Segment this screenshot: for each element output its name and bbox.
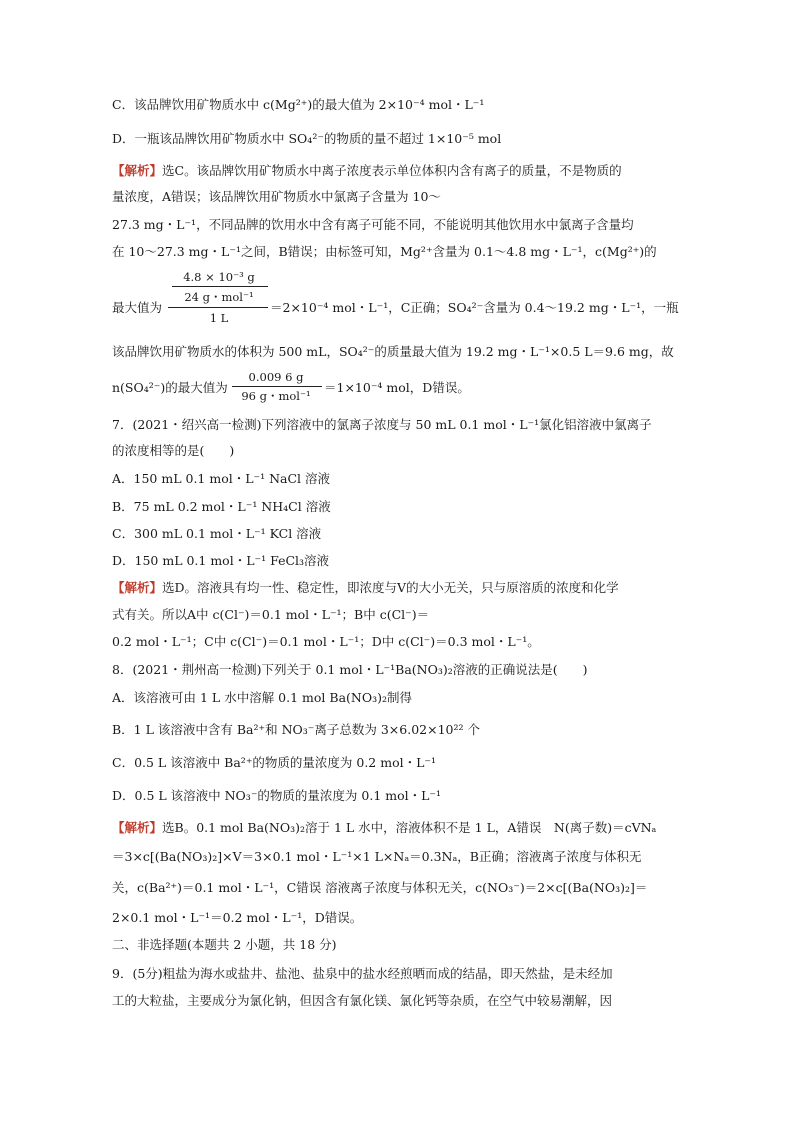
answer8-line4: 2×0.1 mol・L⁻¹＝0.2 mol・L⁻¹，D错误。 — [112, 910, 363, 925]
answer7-line3: 0.2 mol・L⁻¹；C中 c(Cl⁻)＝0.1 mol・L⁻¹；D中 c(Cl⁻)＝0.3 mol・L⁻¹。 — [112, 634, 540, 649]
q8-option-c: C．0.5 L 该溶液中 Ba²⁺的物质的量浓度为 0.2 mol・L⁻¹ — [112, 755, 437, 770]
fraction1-denominator: 1 L — [209, 311, 229, 325]
answer8-line3: 关，c(Ba²⁺)＝0.1 mol・L⁻¹，C错误 溶液离子浓度与体积无关，c(NO₃⁻)＝2×c[(Ba(NO₃)₂]＝ — [112, 880, 648, 895]
answer-label: 【解析】 — [112, 163, 163, 178]
answer6-line4: 在 10～27.3 mg・L⁻¹之间，B错误；由标签可知，Mg²⁺含量为 0.1～4.8 mg・L⁻¹，c(Mg²⁺)的 — [112, 244, 657, 259]
q8-option-a: A．该溶液可由 1 L 水中溶解 0.1 mol Ba(NO₃)₂制得 — [112, 690, 412, 705]
q7-option-a: A．150 mL 0.1 mol・L⁻¹ NaCl 溶液 — [112, 471, 331, 486]
q7-option-b: B．75 mL 0.2 mol・L⁻¹ NH₄Cl 溶液 — [112, 499, 331, 514]
fraction1-numerator: 4.8 × 10⁻³ g — [183, 270, 255, 284]
fraction1-main-bar — [168, 307, 268, 308]
fraction1-inner-bar — [172, 286, 268, 287]
q8-stem: 8．(2021・荆州高一检测)下列关于 0.1 mol・L⁻¹Ba(NO₃)₂溶液的正确说法是( ) — [112, 662, 588, 677]
answer6-line2: 量浓度，A错误；该品牌饮用矿物质水中氯离子含量为 10～ — [112, 189, 441, 204]
answer6-line3: 27.3 mg・L⁻¹，不同品牌的饮用水中含有离子可能不同，不能说明其他饮用水中氯离子含量均 — [112, 217, 634, 232]
q7-stem-line2: 的浓度相等的是( ) — [112, 443, 235, 458]
answer6-line5-prefix: 最大值为 — [112, 300, 163, 315]
answer6-line5-suffix: ＝2×10⁻⁴ mol・L⁻¹，C正确；SO₄²⁻含量为 0.4～19.2 mg・L⁻¹，一瓶 — [270, 300, 679, 315]
answer6-line6: 该品牌饮用矿物质水的体积为 500 mL，SO₄²⁻的质量最大值为 19.2 mg・L⁻¹×0.5 L＝9.6 mg，故 — [112, 344, 674, 359]
answer-label: 【解析】 — [112, 820, 163, 835]
section2-heading: 二、非选择题(本题共 2 小题，共 18 分) — [112, 937, 337, 952]
fraction2-numerator: 0.009 6 g — [248, 370, 304, 384]
fraction2-denominator: 96 g・mol⁻¹ — [241, 389, 311, 403]
q7-option-c: C．300 mL 0.1 mol・L⁻¹ KCl 溶液 — [112, 526, 322, 541]
q6-option-c: C．该品牌饮用矿物质水中 c(Mg²⁺)的最大值为 2×10⁻⁴ mol・L⁻¹ — [112, 97, 485, 112]
fraction2-bar — [232, 386, 322, 387]
q8-option-b: B．1 L 该溶液中含有 Ba²⁺和 NO₃⁻离子总数为 3×6.02×10²² 个 — [112, 722, 480, 737]
q8-option-d: D．0.5 L 该溶液中 NO₃⁻的物质的量浓度为 0.1 mol・L⁻¹ — [112, 788, 442, 803]
q9-line2: 工的大粒盐，主要成分为氯化钠，但因含有氯化镁、氯化钙等杂质，在空气中较易潮解，因 — [112, 993, 613, 1008]
answer8-line2: ＝3×c[(Ba(NO₃)₂]×V＝3×0.1 mol・L⁻¹×1 L×Nₐ＝0.3Nₐ，B正确；溶液离子浓度与体积无 — [112, 849, 642, 864]
answer6-line1: 【解析】选C。该品牌饮用矿物质水中离子浓度表示单位体积内含有离子的质量，不是物质的 — [112, 163, 622, 178]
answer7-line2: 式有关。所以A中 c(Cl⁻)＝0.1 mol・L⁻¹；B中 c(Cl⁻)＝ — [112, 607, 430, 622]
answer6-line7-prefix: n(SO₄²⁻)的最大值为 — [112, 380, 228, 395]
answer6-line7-suffix: ＝1×10⁻⁴ mol，D错误。 — [324, 380, 470, 395]
q7-option-d: D．150 mL 0.1 mol・L⁻¹ FeCl₃溶液 — [112, 553, 330, 568]
answer8-line1: 【解析】选B。0.1 mol Ba(NO₃)₂溶于 1 L 水中，溶液体积不是 1 L，A错误 N(离子数)＝cVNₐ — [112, 820, 657, 835]
answer7-line1: 【解析】选D。溶液具有均一性、稳定性，即浓度与V的大小无关，只与原溶质的浓度和化学 — [112, 580, 619, 595]
fraction1-inner-denominator: 24 g・mol⁻¹ — [184, 290, 254, 304]
q7-stem-line1: 7．(2021・绍兴高一检测)下列溶液中的氯离子浓度与 50 mL 0.1 mol・L⁻¹氯化铝溶液中氯离子 — [112, 417, 652, 432]
q6-option-d: D．一瓶该品牌饮用矿物质水中 SO₄²⁻的物质的量不超过 1×10⁻⁵ mol — [112, 131, 502, 146]
q9-line1: 9．(5分)粗盐为海水或盐井、盐池、盐泉中的盐水经煎晒而成的结晶，即天然盐，是未经加 — [112, 966, 613, 981]
answer-label: 【解析】 — [112, 580, 163, 595]
